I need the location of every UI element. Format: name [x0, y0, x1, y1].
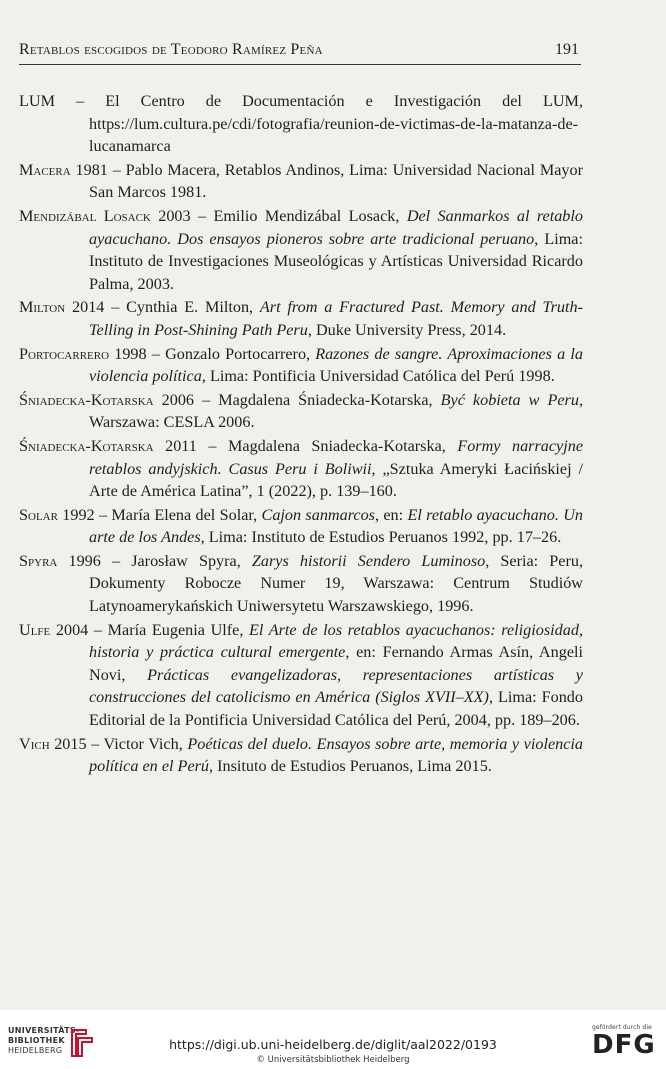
bibliography-entry — [19, 504, 583, 549]
entry-text: , „Sztuka Ameryki Łacińskiej / Arte de América Latina”, 1 (2022), p. 139–160. — [89, 459, 583, 501]
entry-author-key: Solar — [19, 505, 58, 524]
entry-text: 1992 – María Elena del Solar, — [57, 505, 262, 524]
library-name-line-2: BIBLIOTHEK — [8, 1036, 65, 1045]
entry-text: – El Centro de Documentación e Investigación del LUM, https://lum.cultura.pe/cdi/fotografia/reunion-de-victimas-de-la-matanza-de-lucanamarca — [54, 92, 583, 156]
entry-author-key: Ulfe — [19, 620, 51, 639]
running-title: Retablos escogidos de Teodoro Ramírez Peña — [19, 41, 323, 58]
entry-title-italic: El Arte de los retablos ayacuchanos: religiosidad, historia y práctica cultural emergente — [89, 620, 583, 662]
entry-author-key: LUM — [19, 92, 55, 110]
entry-author-key: Śniadecka-Kotarska — [19, 390, 154, 409]
entry-text: , Warszawa: CESLA 2006. — [89, 390, 583, 432]
entry-title-italic: Razones de sangre. Aproximaciones a la violencia política — [89, 344, 583, 386]
entry-author-key: Vich — [19, 734, 50, 753]
bibliography-entry — [19, 296, 583, 341]
copyright-notice: © Universitätsbibliothek Heidelberg — [256, 1055, 410, 1065]
entry-title-italic: Cajon sanmarcos — [261, 505, 375, 524]
entry-text: , Lima: Instituto de Investigaciones Museológicas y Artísticas Universidad Ricardo Palma, 2003. — [89, 229, 583, 293]
entry-text: , Lima: Instituto de Estudios Peruanos 1992, pp. 17–26. — [200, 528, 562, 547]
page-number: 191 — [555, 41, 579, 58]
entry-text: 2011 – Magdalena Sniadecka-Kotarska, — [153, 436, 458, 455]
entry-title-italic: El retablo ayacuchano. Un arte de los Andes — [89, 505, 584, 547]
entry-author-key: Milton — [19, 298, 66, 317]
bibliography-list — [19, 90, 583, 779]
entry-text: , Seria: Peru, Dokumenty Robocze Numer 19, Warszawa: Centrum Studiów Latynoamerykańskich Uniwersytetu Warszawskiego, 1996. — [89, 551, 584, 616]
entry-text: 2015 – Victor Vich, — [49, 734, 188, 753]
bibliography-entry — [19, 619, 583, 732]
entry-text: , Insituto de Estudios Peruanos, Lima 2015. — [209, 757, 492, 776]
bibliography-entry — [19, 90, 583, 158]
entry-title-italic: Być kobieta w Peru — [440, 390, 579, 409]
entry-author-key: Portocarrero — [19, 344, 110, 363]
running-header — [19, 40, 581, 65]
entry-text: 2004 – María Eugenia Ulfe, — [50, 620, 250, 639]
bibliography-entry — [19, 343, 583, 388]
library-name-line-1: UNIVERSITÄTS- — [8, 1026, 80, 1035]
entry-text: 1981 – Pablo Macera, Retablos Andinos, Lima: Universidad Nacional Mayor San Marcos 1981. — [70, 160, 583, 202]
entry-title-italic: Prácticas evangelizadoras, representaciones artísticas y construcciones del catolicismo en América (Siglos XVII–XX) — [89, 665, 583, 707]
entry-author-key: Macera — [19, 160, 71, 179]
entry-title-italic: Formy narracyjne retablos andyjskich. Casus Peru i Boliwii — [89, 436, 584, 478]
entry-title-italic: Art from a Fractured Past. Memory and Truth-Telling in Post-Shining Path Peru — [89, 298, 584, 339]
entry-text: 2006 – Magdalena Śniadecka-Kotarska, — [153, 390, 441, 409]
entry-text: , Lima: Fondo Editorial de la Pontificia Universidad Católica del Perú, 2004, pp. 189–206. — [89, 688, 583, 730]
permalink-url[interactable]: https://digi.ub.uni-heidelberg.de/diglit/aal2022/0193 — [169, 1037, 497, 1052]
entry-text: , en: — [374, 505, 408, 524]
entry-text: 1998 – Gonzalo Portocarrero, — [109, 344, 316, 363]
digitization-footer — [0, 1010, 666, 1069]
entry-author-key: Spyra — [19, 551, 58, 570]
entry-title-italic: Poéticas del duelo. Ensayos sobre arte, memoria y violencia política en el Perú — [89, 734, 583, 776]
dfg-logo — [592, 1024, 658, 1064]
funder-caption: gefördert durch die — [592, 1024, 652, 1031]
entry-author-key: Mendizábal Losack — [19, 206, 151, 225]
entry-title-italic: Del Sanmarkos al retablo ayacuchano. Dos ensayos pioneros sobre arte tradicional peruano — [89, 206, 583, 248]
entry-author-key: Śniadecka-Kotarska — [19, 436, 154, 455]
bibliography-entry — [19, 733, 583, 778]
bibliography-entry — [19, 550, 583, 618]
entry-text: , en: Fernando Armas Asín, Angeli Novi, — [89, 643, 583, 684]
funder-logo-text: DFG — [592, 1030, 656, 1060]
entry-text: 1996 – Jarosław Spyra, — [57, 551, 252, 570]
library-name-line-3: HEIDELBERG — [8, 1046, 63, 1055]
bibliography-entry — [19, 205, 583, 295]
entry-title-italic: Zarys historii Sendero Luminoso — [251, 551, 486, 570]
entry-text: 2014 – Cynthia E. Milton, — [65, 298, 260, 317]
bibliography-entry — [19, 389, 583, 434]
bibliography-entry — [19, 435, 583, 503]
bibliography-entry — [19, 159, 583, 204]
entry-text: , Duke University Press, 2014. — [307, 320, 507, 339]
entry-text: 2003 – Emilio Mendizábal Losack, — [150, 206, 407, 225]
entry-text: , Lima: Pontificia Universidad Católica del Perú 1998. — [201, 367, 555, 386]
